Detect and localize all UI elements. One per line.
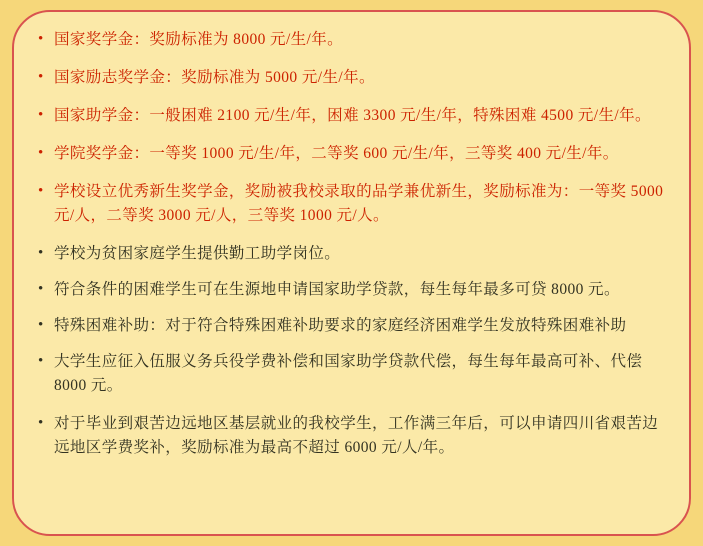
policy-list xyxy=(36,28,667,460)
list-item: • 国家励志奖学金：奖励标准为 5000 元/生/年。 xyxy=(36,66,667,90)
list-item: • 国家助学金：一般困难 2100 元/生/年，困难 3300 元/生/年，特殊困难 4500 元/生/年。 xyxy=(36,104,667,128)
policy-card xyxy=(12,10,691,536)
list-item: • 大学生应征入伍服义务兵役学费补偿和国家助学贷款代偿，每生每年最高可补、代偿 8000 元。 xyxy=(36,350,667,398)
list-item: • 特殊困难补助：对于符合特殊困难补助要求的家庭经济困难学生发放特殊困难补助 xyxy=(36,314,667,338)
list-item: • 学校为贫困家庭学生提供勤工助学岗位。 xyxy=(36,242,667,266)
list-item: • 学校设立优秀新生奖学金，奖励被我校录取的品学兼优新生，奖励标准为：一等奖 5000 元/人，二等奖 3000 元/人，三等奖 1000 元/人。 xyxy=(36,180,667,228)
list-item: • 对于毕业到艰苦边远地区基层就业的我校学生，工作满三年后，可以申请四川省艰苦边远地区学费奖补，奖励标准为最高不超过 6000 元/人/年。 xyxy=(36,412,667,460)
list-item: • 国家奖学金：奖励标准为 8000 元/生/年。 xyxy=(36,28,667,52)
list-item: • 学院奖学金：一等奖 1000 元/生/年，二等奖 600 元/生/年，三等奖 400 元/生/年。 xyxy=(36,142,667,166)
list-item: • 符合条件的困难学生可在生源地申请国家助学贷款，每生每年最多可贷 8000 元。 xyxy=(36,278,667,302)
